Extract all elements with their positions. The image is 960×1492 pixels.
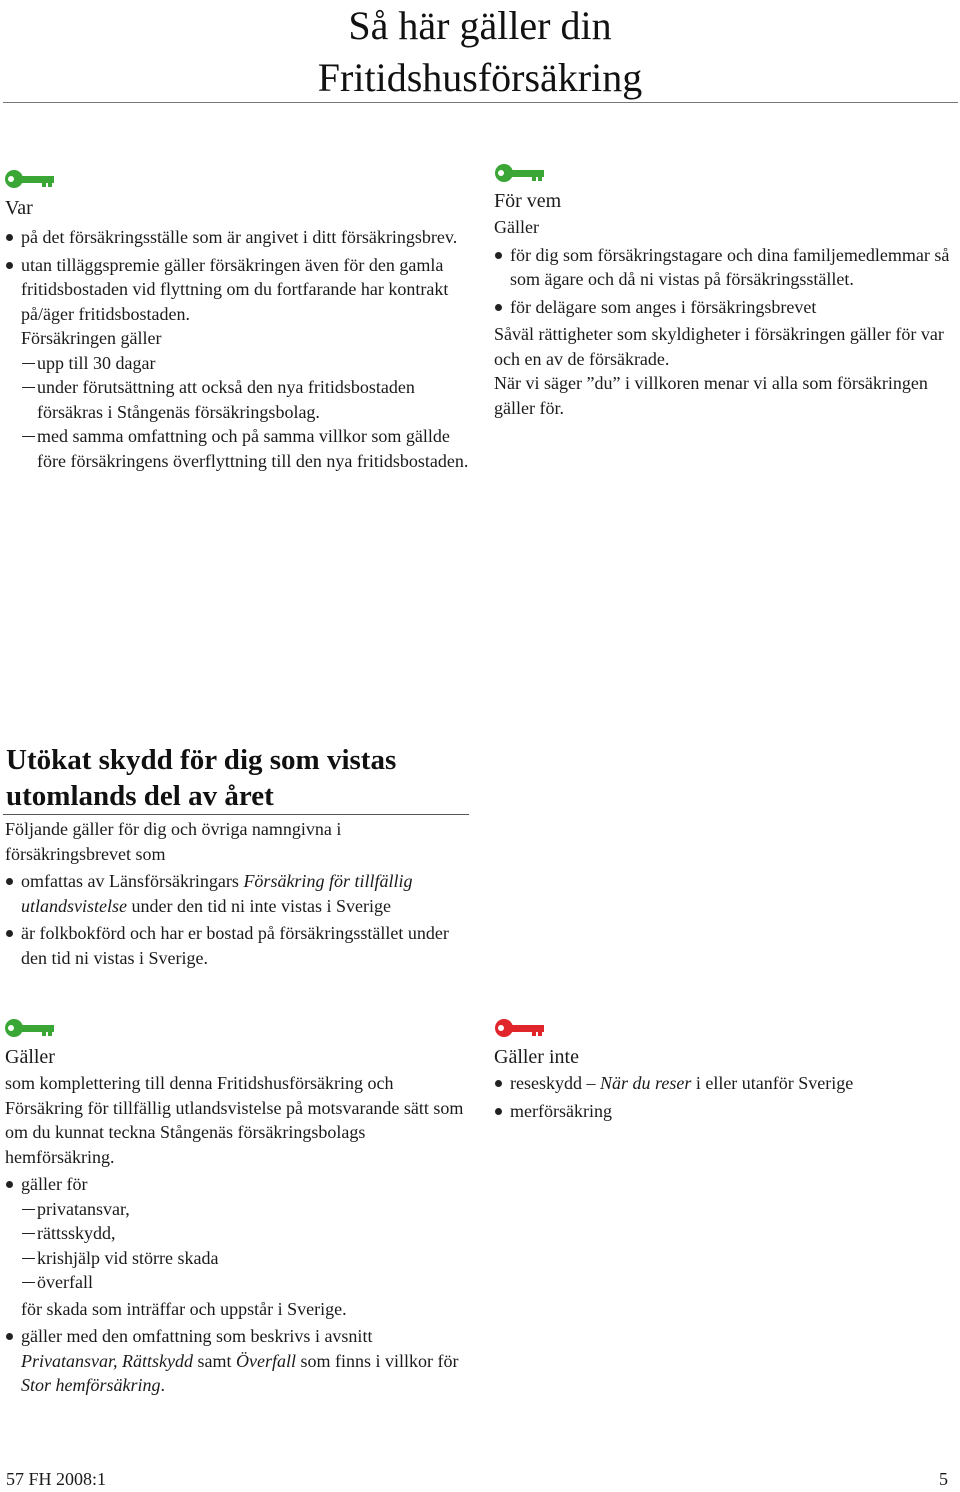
dash-icon (22, 387, 35, 388)
page-title-line2: Fritidshusförsäkring (317, 55, 643, 100)
bullet-icon (6, 262, 13, 269)
dash-item-text: upp till 30 dagar (37, 352, 156, 373)
emphasis-text: Stor hemförsäkring (21, 1375, 161, 1395)
red-key-icon (494, 1016, 544, 1040)
dash-icon (22, 1258, 35, 1259)
list-item (494, 243, 952, 292)
page-title-line1: Så här gäller din (348, 3, 612, 48)
list-item-text (21, 871, 412, 916)
list-item-text: för dig som försäkringstagare och dina familjemedlemmar så som ägare och då ni vistas på försäkringsstället. (510, 244, 950, 289)
text-run: under den tid ni inte vistas i Sverige (127, 895, 391, 916)
dash-item-text: privatansvar, (37, 1198, 130, 1219)
for-vem-subheading: Gäller (494, 217, 539, 237)
section-divider (3, 814, 469, 815)
bullet-icon (6, 1181, 13, 1188)
galler-section (5, 1044, 470, 1398)
galler-inte-heading: Gäller inte (494, 1046, 579, 1068)
dash-item (5, 1197, 470, 1222)
footer-doc-code: 57 FH 2008:1 (6, 1469, 107, 1489)
bullet-icon (6, 878, 13, 885)
emphasis-text: Privatansvar, Rättskydd (21, 1350, 193, 1371)
utokat-section (5, 817, 470, 970)
bullet-icon (495, 1080, 502, 1087)
text-run: samt (192, 1350, 236, 1371)
bullet-icon (495, 1108, 502, 1115)
dash-icon (22, 1209, 35, 1210)
list-item-text (510, 1073, 853, 1093)
green-key-icon (4, 167, 54, 191)
text-run: reseskydd – (510, 1073, 600, 1093)
list-item (5, 1172, 470, 1197)
list-item (5, 921, 470, 970)
for-vem-paragraph: När vi säger ”du” i villkoren menar vi alla som försäkringen gäller för. (494, 373, 928, 418)
list-item-text (21, 1326, 458, 1395)
section-title (6, 742, 468, 814)
text-run: . (160, 1375, 165, 1395)
emphasis-text: Försäkring för tillfällig utlandsvistelse (21, 871, 413, 916)
dash-item (5, 424, 470, 473)
dash-item-text: under förutsättning att också den nya fritidsbostaden försäkras i Stångenäs försäkringsbolag. (37, 377, 415, 422)
page-title (0, 0, 960, 104)
text-run: omfattas av Länsförsäkringars (21, 871, 244, 891)
dash-icon (22, 1233, 35, 1234)
text-run: i eller utanför Sverige (691, 1073, 854, 1093)
emphasis-text: När du reser (599, 1073, 692, 1093)
dash-item (5, 1221, 470, 1246)
bullet-icon (6, 1333, 13, 1340)
page-number: 5 (939, 1469, 948, 1489)
galler-inte-section (494, 1044, 952, 1123)
green-key-icon (494, 161, 544, 185)
galler-heading: Gäller (5, 1046, 55, 1068)
list-item-text: är folkbokförd och har er bostad på försäkringsstället under den tid ni vistas i Sverige. (21, 923, 449, 968)
dash-item-text: rättsskydd, (37, 1223, 116, 1243)
green-key-icon (4, 1016, 54, 1040)
bullet-icon (495, 252, 502, 259)
dash-item (5, 1246, 470, 1271)
galler-intro: som komplettering till denna Fritidshusförsäkring och Försäkring för tillfällig utlandsvistelse på motsvarande sätt som om du kunnat teckna Stångenäs försäkringsbolags hemförsäkring. (5, 1073, 464, 1167)
dash-item (5, 1270, 470, 1295)
section-title-line1: Utökat skydd för dig som vistas (6, 744, 397, 776)
utokat-intro: Följande gäller för dig och övriga namngivna i försäkringsbrevet som (5, 819, 342, 864)
dash-icon (22, 363, 35, 364)
list-item (5, 869, 470, 918)
dash-icon (22, 1282, 35, 1283)
list-item-text: utan tilläggspremie gäller försäkringen även för den gamla fritidsbostaden vid flyttning om du fortfarande har kontrakt på/äger fritidsbostaden. (21, 254, 449, 324)
for-vem-heading: För vem (494, 190, 562, 212)
dash-item (5, 375, 470, 424)
text-run: gäller med den omfattning som beskrivs i avsnitt (21, 1326, 373, 1346)
bullet-icon (6, 234, 13, 241)
list-item (5, 1324, 470, 1398)
list-item (494, 1071, 952, 1096)
bullet-icon (495, 304, 502, 311)
dash-item-text: överfall (37, 1272, 93, 1292)
list-item (494, 295, 952, 320)
emphasis-text: Överfall (235, 1350, 296, 1371)
list-item-text: merförsäkring (510, 1100, 612, 1121)
list-item (5, 253, 470, 327)
text-run: som finns i villkor för (295, 1350, 459, 1371)
list-item (5, 225, 470, 250)
list-item-text: på det försäkringsställe som är angivet i ditt försäkringsbrev. (21, 227, 458, 247)
var-subheading: Försäkringen gäller (21, 328, 162, 348)
bullet-icon (6, 930, 13, 937)
list-item-text: gäller för (21, 1174, 88, 1194)
title-divider (3, 102, 958, 103)
for-vem-section (494, 188, 952, 420)
dash-item (5, 351, 470, 376)
dash-icon (22, 436, 35, 437)
var-heading: Var (5, 197, 33, 219)
dash-item-text: med samma omfattning och på samma villkor som gällde före försäkringens överflyttning till den nya fritidsbostaden. (37, 426, 469, 471)
section-title-line2: utomlands del av året (6, 780, 274, 812)
for-vem-paragraph: Såväl rättigheter som skyldigheter i försäkringen gäller för var och en av de försäkrade. (494, 324, 944, 369)
list-item-text: för delägare som anges i försäkringsbrevet (510, 296, 817, 317)
dash-item-text: krishjälp vid större skada (37, 1247, 219, 1268)
galler-note: för skada som inträffar och uppstår i Sverige. (21, 1298, 347, 1319)
list-item (494, 1099, 952, 1124)
var-section (5, 195, 470, 473)
